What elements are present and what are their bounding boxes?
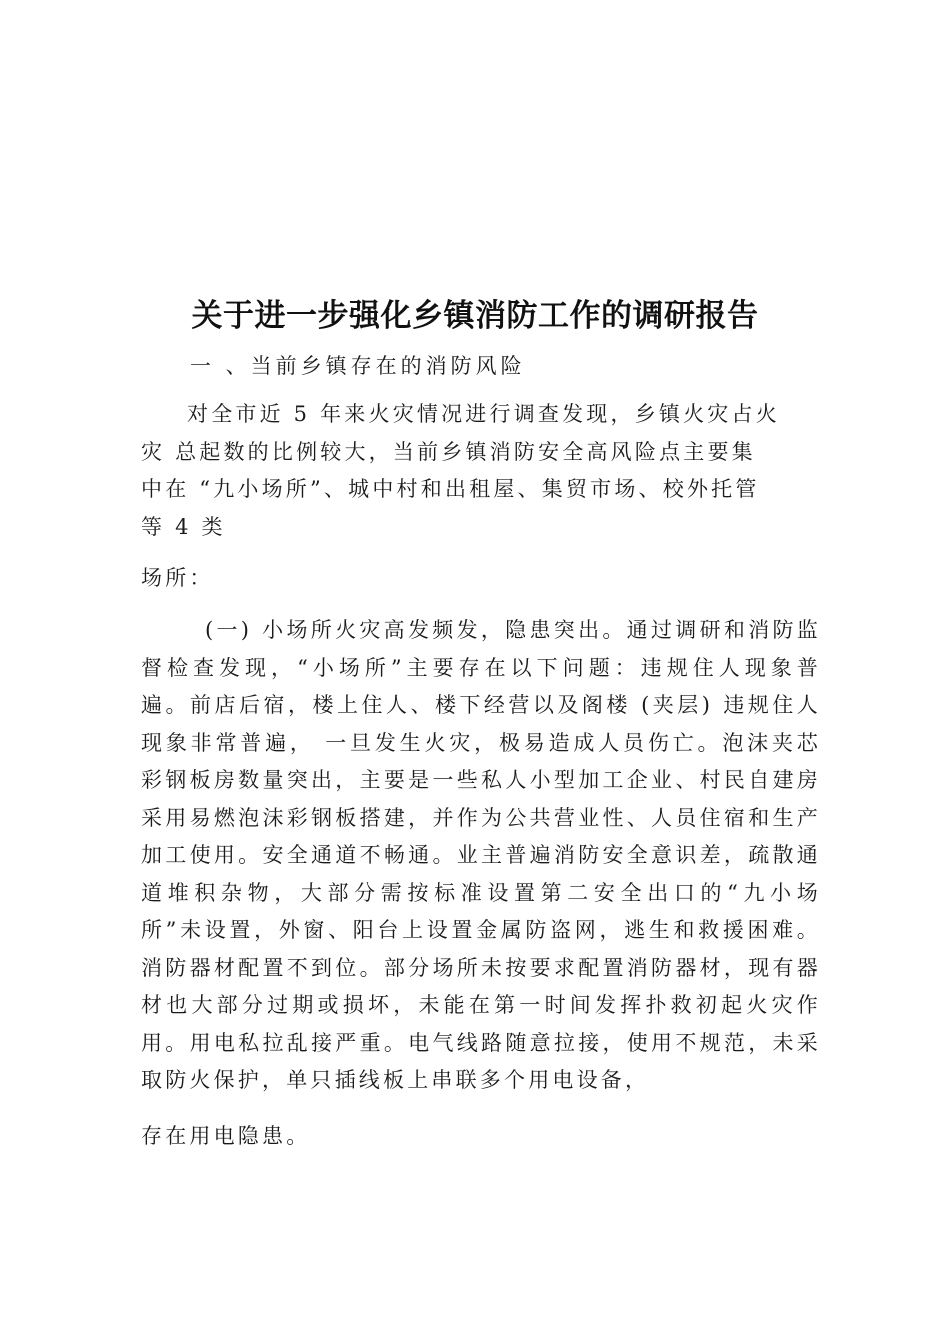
paragraph-places: 场所： [141, 566, 214, 590]
document-title: 关于进一步强化乡镇消防工作的调研报告 [191, 298, 759, 334]
paragraph-line: 灾 总起数的比例较大，当前乡镇消防安全高风险点主要集 [141, 439, 756, 464]
paragraph-electric-hazard: 存在用电隐患。 [141, 1124, 311, 1148]
paragraph-line: 中在 “九小场所”、城中村和出租屋、集贸市场、校外托管 [141, 477, 760, 501]
paragraph-small-venues: (一) 小场所火灾高发频发，隐患突出。通过调研和消防监督检查发现，“小场所”主要存在以下问题：违规住人现象普遍。前店后宿，楼上住人、楼下经营以及阁楼 (夹层) 违规住人现象非常普遍， 一旦发生火灾，极易造成人员伤亡。泡沫夹芯彩钢板房数量突出，主要是一些私人小型加工企业、村民自建房采用易燃泡沫彩钢板搭建，并作为公共营业性、人员住宿和生产加工使用。安全通道不畅通。业主普遍消防安全意识差，疏散通道堆积杂物，大部分需按标准设置第二安全出口的“九小场所”未设置，外窗、阳台上设置金属防盗网，逃生和救援困难。消防器材配置不到位。部分场所未按要求配置消防器材，现有器材也大部分过期或损坏，未能在第一时间发挥扑救初起火灾作用。用电私拉乱接严重。电气线路随意拉接，使用不规范，未采取防火保护，单只插线板上串联多个用电设备， [141, 618, 821, 1092]
section-heading: 一 、当前乡镇存在的消防风险 [190, 354, 526, 378]
paragraph-line: 对全市近 5 年来火灾情况进行调查发现，乡镇火灾占火 [187, 402, 780, 426]
paragraph-line: 等 4 类 [141, 514, 226, 539]
paragraph-intro [141, 396, 821, 546]
